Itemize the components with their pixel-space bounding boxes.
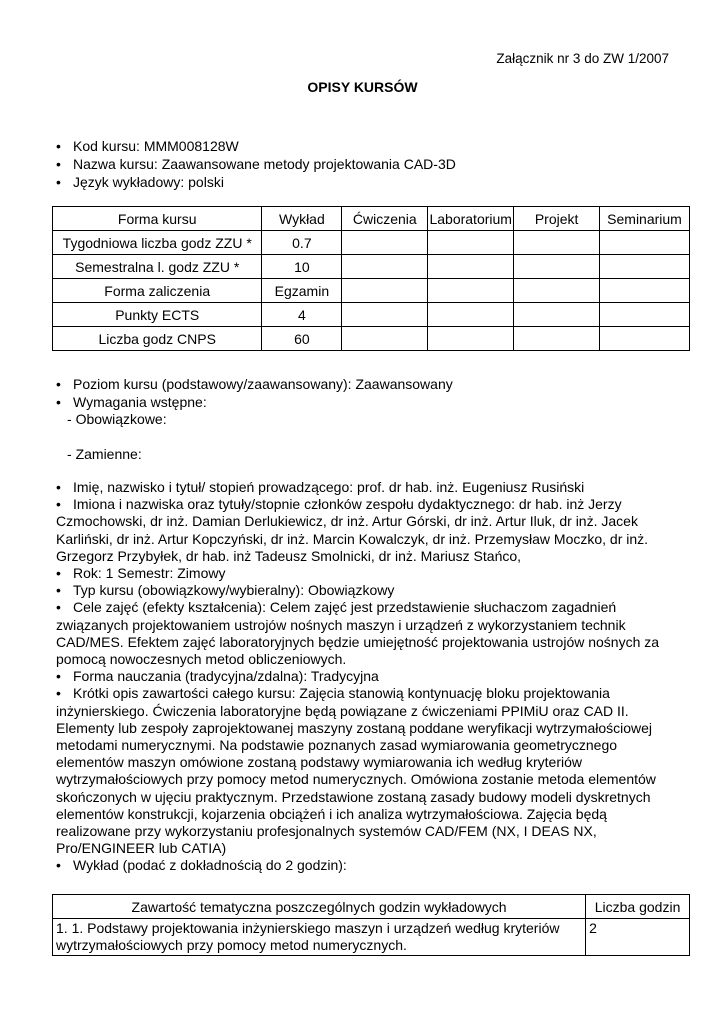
table-cell: 0.7 — [262, 231, 342, 255]
table-row — [53, 327, 690, 351]
table-row — [53, 303, 690, 327]
table-cell: Egzamin — [262, 279, 342, 303]
table-cell — [342, 303, 428, 327]
row-label: Liczba godz CNPS — [53, 327, 262, 351]
course-name: • Nazwa kursu: Zaawansowane metody projektowania CAD-3D — [56, 156, 456, 174]
course-language: • Język wykładowy: polski — [56, 174, 456, 192]
lecture-hours: 2 — [586, 919, 690, 956]
table-cell — [428, 327, 514, 351]
table-cell: 10 — [262, 255, 342, 279]
course-level: • Poziom kursu (podstawowy/zaawansowany): Zaawansowany — [56, 376, 453, 394]
lecture-heading: • Wykład (podać z dokładnością do 2 godzin): — [56, 857, 676, 874]
row-label: Forma zaliczenia — [53, 279, 262, 303]
alternative-prereq: - Zamienne: — [56, 446, 142, 462]
attachment-note: Załącznik nr 3 do ZW 1/2007 — [496, 51, 669, 66]
table-cell — [600, 231, 690, 255]
table-cell — [342, 279, 428, 303]
table-cell — [600, 327, 690, 351]
requirements-list — [56, 376, 453, 411]
table-cell — [514, 327, 600, 351]
course-description: • Krótki opis zawartości całego kursu: Zajęcia stanowią kontynuację bloku projektowania inżynierskiego. Ćwiczenia laboratoryjne będą powiązane z ćwiczeniami PPIMiU oraz CAD II. Elementy lub zespoły zaprojektowanej maszyny zostaną poddane weryfikacji wytrzymałościowej metodami numerycznymi. Na podstawie poznanych zasad wymiarowania geometrycznego elementów maszyn omówione zostaną podstawy wymiarowania ich według kryteriów wytrzymałościowych przy pomocy metod numerycznych. Omówiona zostanie metoda elementów skończonych w ujęciu praktycznym. Przedstawione zostaną zasady budowy modeli dyskretnych elementów konstrukcji, kojarzenia obciążeń i ich analiza wytrzymałościowa. Zajęcia będą realizowane przy wykorzystaniu profesjonalnych systemów CAD/FEM (NX, I DEAS NX, Pro/ENGINEER lub CATIA) — [56, 685, 676, 857]
table-row — [53, 919, 690, 956]
row-label: Tygodniowa liczba godz ZZU * — [53, 231, 262, 255]
course-goals: • Cele zajęć (efekty kształcenia): Celem zajęć jest przedstawienie słuchaczom zagadnień związanych projektowaniem ustrojów nośnych maszyn i urządzeń z wykorzystaniem technik CAD/MES. Efektem zajęć laboratoryjnych będzie umiejętność projektowania ustrojów nośnych za pomocą nowoczesnych metod obliczeniowych. — [56, 599, 676, 668]
table-cell — [600, 279, 690, 303]
table-cell — [428, 255, 514, 279]
table-cell — [428, 231, 514, 255]
table-row — [53, 255, 690, 279]
table-cell — [342, 327, 428, 351]
header-cell: Seminarium — [600, 207, 690, 231]
header-cell: Wykład — [262, 207, 342, 231]
lecture-table-header — [53, 895, 690, 919]
table-row — [53, 231, 690, 255]
header-cell: Zawartość tematyczna poszczególnych godzin wykładowych — [53, 895, 586, 919]
course-code: • Kod kursu: MMM008128W — [56, 138, 456, 156]
year-semester: • Rok: 1 Semestr: Zimowy — [56, 565, 676, 582]
table-cell: 60 — [262, 327, 342, 351]
course-details-list — [56, 479, 676, 875]
course-type: • Typ kursu (obowiązkowy/wybieralny): Obowiązkowy — [56, 582, 676, 599]
mandatory-prereq: - Obowiązkowe: — [56, 411, 167, 427]
table-cell — [514, 255, 600, 279]
lecturer: • Imię, nazwisko i tytuł/ stopień prowadzącego: prof. dr hab. inż. Eugeniusz Rusiński — [56, 479, 676, 496]
table-cell — [342, 231, 428, 255]
table-cell — [428, 279, 514, 303]
table-cell — [514, 303, 600, 327]
lecture-topic: 1. 1. Podstawy projektowania inżynierskiego maszyn i urządzeń według kryteriów wytrzymałościowych przy pomocy metod numerycznych. — [53, 919, 586, 956]
table-cell — [428, 303, 514, 327]
hours-table — [52, 206, 690, 351]
teaching-team: • Imiona i nazwiska oraz tytuły/stopnie członków zespołu dydaktycznego: dr hab. inż Jerzy Czmochowski, dr inż. Damian Derlukiewicz, dr inż. Artur Górski, dr inż. Artur Iluk, dr inż. Jacek Karliński, dr inż. Artur Kopczyński, dr inż. Marcin Kowalczyk, dr inż. Przemysław Moczko, dr inż. Grzegorz Przybyłek, dr hab. inż Tadeusz Smolnicki, dr inż. Mariusz Stańco, — [56, 496, 676, 565]
row-label: Semestralna l. godz ZZU * — [53, 255, 262, 279]
lecture-table — [52, 894, 690, 956]
course-info-list — [56, 138, 456, 191]
prerequisites: • Wymagania wstępne: — [56, 394, 453, 412]
header-cell: Laboratorium — [428, 207, 514, 231]
page-title: OPISY KURSÓW — [307, 79, 418, 95]
hours-table-header — [53, 207, 690, 231]
table-cell — [342, 255, 428, 279]
table-cell — [600, 303, 690, 327]
header-cell: Ćwiczenia — [342, 207, 428, 231]
table-cell: 4 — [262, 303, 342, 327]
table-cell — [600, 255, 690, 279]
header-cell: Liczba godzin — [586, 895, 690, 919]
row-label: Punkty ECTS — [53, 303, 262, 327]
table-cell — [514, 231, 600, 255]
header-cell: Forma kursu — [53, 207, 262, 231]
table-row — [53, 279, 690, 303]
teaching-form: • Forma nauczania (tradycyjna/zdalna): Tradycyjna — [56, 668, 676, 685]
header-cell: Projekt — [514, 207, 600, 231]
table-cell — [514, 279, 600, 303]
